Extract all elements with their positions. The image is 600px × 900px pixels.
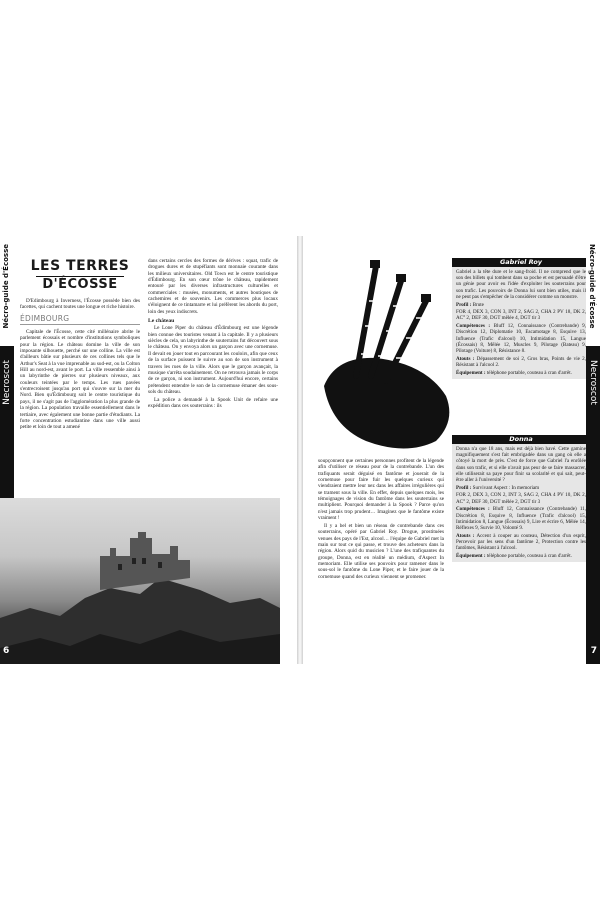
gabriel-desc: Gabriel a la tête dure et le sang-froid. Il ne comprend que le son des billets qui tombent dans sa poche et est persuadé d'être un génie pour avoir eu l'idée d'exploiter les souterrains pour son trafic. Les pouvoirs de Donna lui sont bien utiles, mais il ne peut pas s'empêcher de la considérer comme un monstre. <box>456 269 586 300</box>
section-heading: ÉDIMBOURG <box>20 316 140 325</box>
right-paragraph-2: Il y a bel et bien un réseau de contrebande dans ces souterrains, opéré par Gabriel Roy. Drogue, prostituées venues des pays de l'Est, alcool… l'équipe de Gabriel met la main sur tout ce qui passe, et trouve des acheteurs dans la région. Alors quid du musicien ? L'une des trafiquantes du groupe, Donna, est en réalité un médium, d'Aspect In memoriam. Elle utilise ses pouvoirs pour ramener dans le sous-sol le fantôme du Lone Piper, et le faire jouer de la cornemuse quand des curieux viennent se promener. <box>318 522 444 580</box>
donna-stats: FOR 2, DEX 3, CON 2, INT 3, SAG 2, CHA 4 PV 10, DK 2, AC° 2, DEF 30, DGT mêlée 2, DGT tir 3 <box>456 492 586 505</box>
left-page <box>0 236 298 664</box>
bagpipes-icon <box>316 246 464 456</box>
right-sidebar <box>586 236 600 664</box>
castle-illustration <box>0 498 280 664</box>
right-sidebar-guide: Nécro-guide d'Écosse <box>588 244 596 329</box>
left-sidebar-guide: Nécro-guide d'Écosse <box>2 244 10 329</box>
book-spread <box>0 236 600 664</box>
donna-equipement: téléphone portable, couteau à cran d'arrêt. <box>486 552 572 559</box>
chateau-heading: Le château <box>148 318 175 325</box>
gabriel-competences: Bluff 12, Connaissance (Contrebande) 9, Discrétion 12, Diplomatie 10, Escamotage 8, Esquive 13, Influence (Trafic d'alcool) 10, Intimidation 15, Langue (Écossais) 8, Mêlée 12, Muscles 9, Pilotage (Bateau) 9, Pilotage (Voiture) 8, Résistance 8. <box>456 323 587 354</box>
donna-competences: Bluff 12, Connaissance (Contrebande) 11, Discrétion 8, Esquive 8, Influence (Trafic d'alcool) 15, Intimidation 8, Langue (Écossais) 9, Lire et écrire 6, Mêlée 14, Réflexes 9, Survie 10, Volonté 9. <box>456 506 586 531</box>
gabriel-profil: Brute <box>472 301 484 308</box>
castle-photo <box>0 498 280 664</box>
title-line-1: LES TERRES <box>30 258 130 274</box>
right-paragraph-1: soupçonnent que certaines personnes profitent de la légende afin d'utiliser ce réseau pour de la contrebande. L'un des trafiquants serait déguisé en fantôme et jouerait de la cornemuse pour faire fuir les quelques curieux qui viendraient mettre leur nez dans les affaires irrégulières qui se trament sous la ville. En effet, depuis quelques mois, les témoignages de vision du fantôme dans les souterrains se multiplient. Pourquoi demander à la Spook ? Parce qu'on n'est jamais trop prudent… Imaginez que le fantôme existe vraiment ! <box>318 458 444 522</box>
gabriel-equipement: téléphone portable, couteau à cran d'arrêt. <box>486 369 572 376</box>
donna-profil: Survivant Aspect : In memoriam <box>472 484 540 491</box>
title-line-2: D'ÉCOSSE <box>42 277 118 292</box>
page-number-left: 6 <box>3 646 10 656</box>
page-title <box>30 258 130 292</box>
npc-card-donna: Donna Donna n'a que 18 ans, mais est déjà bien havé. Cette gamine magnifiquement s'est fait embrigadée dans un gang où elle a côtoyé la mort de près. C'est de force que Gabriel l'a enrôlée dans son trafic, et si elle n'avait pas peur de se faire massacrer, elle utiliserait sa paye pour finir sa scolarité et qui sait, peut-être aller à l'université ? Profil : Survivant Aspect : In memoriam FOR 2, DEX 3, CON 2, INT 3, SAG 2, CHA 4 PV 10, DK 2, AC° 2, DEF 30, DGT mêlée 2, DGT tir 3 Compétences : Bluff 12, Connaissance (Contrebande) 11, Discrétion 8, Esquive 8, Influence (Trafic d'alcool) 15, Intimidation 8, Langue (Écossais) 9, Lire et écrire 6, Mêlée 14, Réflexes 9, Survie 10, Volonté 9. Atouts : Accent à couper au couteau, Détection d'un esprit, Percevoir par les sens d'un fantôme 2, Protection contre les fantômes, Résistant à l'alcool. Équipement : téléphone portable, couteau à cran d'arrêt. <box>452 435 590 562</box>
donna-atouts: Accent à couper au couteau, Détection d'un esprit, Percevoir par les sens d'un fantôme 2, Protection contre les fantômes, Résistant à l'alcool. <box>456 532 587 552</box>
left-column-1 <box>20 298 140 432</box>
left-sidebar-brand: Necroscot <box>2 360 12 405</box>
npc-card-gabriel: Gabriel Roy Gabriel a la tête dure et le sang-froid. Il ne comprend que le son des billets qui tombent dans sa poche et est persuadé d'être un génie pour avoir eu l'idée d'exploiter les souterrains pour son trafic. Les pouvoirs de Donna lui sont bien utiles, mais il ne peut pas s'empêcher de la considérer comme un monstre. Profil : Brute FOR 4, DEX 3, CON 3, INT 2, SAG 2, CHA 2 PV 18, DK 2, AC° 2, DEF 30, DGT mêlée 4, DGT tir 3 Compétences : Bluff 12, Connaissance (Contrebande) 9, Discrétion 12, Diplomatie 10, Escamotage 8, Esquive 13, Influence (Trafic d'alcool) 10, Intimidation 15, Langue (Écossais) 8, Mêlée 12, Muscles 9, Pilotage (Bateau) 9, Pilotage (Voiture) 8, Résistance 8. Atouts : Dépassement de soi 2, Gros bras, Points de vie 2, Résistant à l'alcool 2. Équipement : téléphone portable, couteau à cran d'arrêt. <box>452 258 590 379</box>
col2-paragraph-2: Le Lone Piper du château d'Édimbourg est une légende bien connue des touristes venant à la capitale. Il y a plusieurs siècles de cela, un labyrinthe de souterrains fut découvert sous le château. On y envoya alors un garçon avec une cornemuse. Il devait en jouer tout en parcourant les couloirs, afin que ceux de la surface puissent le suivre au son de son instrument à travers les rues de la ville. Alors que le garçon avançait, la musique s'arrêta soudainement. On ne retrouva jamais le corps de ce garçon, ni son instrument. Aujourd'hui encore, certains prétendent entendre le son de la cornemuse émaner des sous-sols du château. <box>148 325 278 395</box>
left-column-2 <box>148 258 278 411</box>
col2-paragraph-3: La police a demandé à la Spook Unit de refaire une expédition dans ces souterrains : ils <box>148 396 278 410</box>
donna-name: Donna <box>452 435 590 444</box>
page-number-right: 7 <box>590 646 597 656</box>
gabriel-name: Gabriel Roy <box>452 258 590 267</box>
gabriel-atouts: Dépassement de soi 2, Gros bras, Points de vie 2, Résistant à l'alcool 2. <box>456 355 586 368</box>
col2-paragraph-1: dans certains cercles des formes de dérives : squat, trafic de drogues dures et de stupéfiants sont monnaie courante dans les milieux universitaires. Old Town est le centre touristique d'Édimbourg. En son cœur trône le château, rapidement entouré par les diverses infrastructures culturelles et commerciales : musées, monuments, et autres boutiques de cachemires et de souvenirs. Les commerces plus locaux s'éloignent de ce tintamarre et lui préfèrent les abords du port, loin des yeux indiscrets. <box>148 258 278 315</box>
edimbourg-paragraph: Capitale de l'Écosse, cette cité millénaire abrite le parlement écossais et nombre d'institutions symboliques pour la région. Le château domine la ville de son imposante silhouette, perché sur une colline. La ville est d'ailleurs bâtie sur plusieurs de ces collines tels que le Arthur's Seat à la vue imprenable au sud-est, ou la Colton Hill au nord-est, avant le port. La ville ressemble ainsi à un labyrinthe de pierres sur plusieurs niveaux, aux couleurs teintées par le temps. Les rues pavées s'entrecroisent jusqu'au port qui s'ouvre sur la mer du Nord. Bien qu'Édimbourg soit le centre touristique du pays, il ne s'agit pas de l'agglomération la plus grande de la région. La population travaille essentiellement dans le tertiaire, avec également une bonne partie d'étudiants. La forte concentration estudiantine dans une ville aussi petite et loin de tout a amené <box>20 329 140 431</box>
donna-desc: Donna n'a que 18 ans, mais est déjà bien havé. Cette gamine magnifiquement s'est fait embrigadée dans un gang où elle a côtoyé la mort de près. C'est de force que Gabriel l'a enrôlée dans son trafic, et si elle n'avait pas peur de se faire massacrer, elle utiliserait sa paye pour finir sa scolarité et qui sait, peut-être aller à l'université ? <box>456 446 586 484</box>
gabriel-stats: FOR 4, DEX 3, CON 3, INT 2, SAG 2, CHA 2 PV 18, DK 2, AC° 2, DEF 30, DGT mêlée 4, DGT tir 3 <box>456 309 586 322</box>
right-sidebar-brand: Necroscot <box>588 360 598 405</box>
intro-paragraph: D'Edimbourg à Inverness, l'Écosse possède bien des facettes, qui cachent toutes une longue et riche histoire. <box>20 298 140 311</box>
right-column <box>318 458 444 582</box>
right-page <box>302 236 600 664</box>
